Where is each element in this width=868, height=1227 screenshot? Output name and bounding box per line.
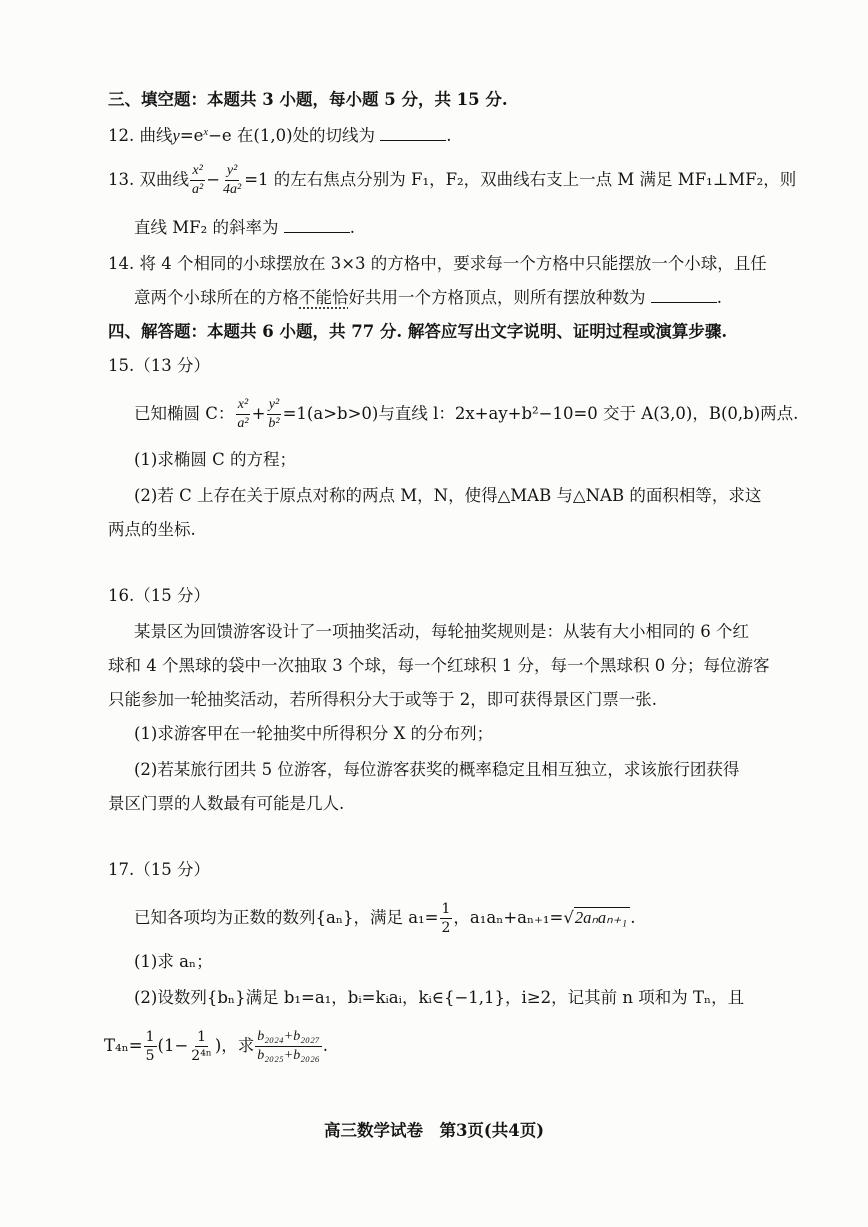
q12-exponent: x (203, 126, 209, 138)
q14-line2-post: 好共用一个方格顶点，则所有摆放种数为 (348, 288, 646, 307)
q16-part-1: (1)求游客甲在一轮抽奖中所得积分 X 的分布列； (134, 724, 494, 743)
q16-number: 16.（15 分） (108, 586, 210, 605)
q16-line-3: 只能参加一轮抽奖活动，若所得积分大于或等于 2，即可获得景区门票一张. (108, 690, 657, 709)
q17-fraction-half: $\frac{1}{2}$ (441, 901, 451, 936)
q17-stem-end: . (630, 908, 636, 927)
q17-fraction-fifth: $\frac{1}{5}$ (145, 1029, 155, 1064)
q12-answer-blank[interactable] (380, 126, 446, 141)
q15-stem-post: =1(a>b>0)与直线 l：2x+ay+b²−10=0 交于 A(3,0)，B(0,b)两点. (282, 404, 799, 423)
sqrt-symbol: √ (563, 908, 574, 927)
q15-part-2-line-2: 两点的坐标. (108, 520, 196, 539)
question-14-line-1 (108, 252, 767, 276)
q17-fraction-b-ratio: $\frac{\text{b₂₀₂₄+b₂₀₂₇}}{\text{b₂₀₂₅+b₂₀₂₆}}$ (257, 1029, 320, 1063)
q17-fraction-power: $\frac{1}{\text{2⁴ⁿ}}$ (191, 1029, 212, 1064)
q14-end: . (716, 288, 722, 307)
q13-minus: − (206, 170, 221, 189)
question-14-line-2 (134, 286, 722, 310)
q14-line2-pre: 意两个小球所在的方格 (134, 288, 299, 307)
q13-rest: =1 的左右焦点分别为 F₁，F₂，双曲线右支上一点 M 满足 MF₁⊥MF₂，则 (244, 170, 797, 189)
q13-number: 13. (108, 170, 135, 189)
q17-sqrt-body: 2aₙaₙ₊₁ (574, 907, 630, 928)
q15-stem-pre: 已知椭圆 C： (134, 404, 235, 423)
q15-number: 15.（13 分） (108, 356, 210, 375)
q17-stem (134, 902, 635, 935)
q13-fraction-x: $\frac{\text{x²}}{\text{a²}}$ (192, 163, 204, 197)
q13-fraction-y: $\frac{\text{y²}}{\text{4a²}}$ (223, 163, 242, 197)
q17-paren-open: (1− (157, 1036, 189, 1055)
q14-emphasis: 不能恰 (299, 288, 349, 307)
q16-line-2: 球和 4 个黑球的袋中一次抽取 3 个球，每一个红球积 1 分，每一个黑球积 0 分；每位游客 (108, 656, 770, 675)
q16-line-1: 某景区为回馈游客设计了一项抽奖活动，每轮抽奖规则是：从装有大小相同的 6 个红 (134, 622, 749, 641)
q14-number: 14. (108, 254, 135, 273)
q13-prefix: 双曲线 (139, 170, 189, 189)
section-4-heading: 四、解答题：本题共 6 小题，共 77 分. 解答应写出文字说明、证明过程或演算步骤. (108, 322, 728, 341)
q13-answer-blank[interactable] (284, 218, 350, 233)
q15-part-2-line-1: (2)若 C 上存在关于原点对称的两点 M，N，使得△MAB 与△NAB 的面积相等，求这 (134, 486, 762, 505)
q13-line2: 直线 MF₂ 的斜率为 (134, 218, 279, 237)
q12-y: y (172, 126, 180, 145)
q15-fraction-x: $\frac{\text{x²}}{\text{a²}}$ (237, 397, 249, 431)
q16-part-2-line-1: (2)若某旅行团共 5 位游客，每位游客获奖的概率稳定且相互独立，求该旅行团获得 (134, 760, 740, 779)
q17-part-2-condition (104, 1030, 328, 1063)
q17-t4n: T₄ₙ= (104, 1036, 143, 1055)
q12-prefix: 曲线 (139, 126, 173, 145)
q12-end: . (446, 126, 452, 145)
q17-part-1: (1)求 aₙ； (134, 952, 213, 971)
q14-answer-blank[interactable] (651, 288, 717, 303)
question-12 (108, 124, 452, 148)
q15-fraction-y: $\frac{\text{y²}}{\text{b²}}$ (268, 397, 280, 431)
q17-number: 17.（15 分） (108, 860, 210, 879)
q17-ask: )，求 (214, 1036, 255, 1055)
section-3-heading: 三、填空题：本题共 3 小题，每小题 5 分，共 15 分. (108, 90, 508, 109)
q12-tail: −e 在(1,0)处的切线为 (208, 126, 376, 145)
q17-stem-pre: 已知各项均为正数的数列{aₙ}，满足 a₁= (134, 908, 439, 927)
question-13-line-1 (108, 164, 796, 197)
question-13-line-2 (134, 216, 355, 240)
q14-line1: 将 4 个相同的小球摆放在 3×3 的方格中，要求每一个方格中只能摆放一个小球，且任 (139, 254, 767, 273)
q16-part-2-line-2: 景区门票的人数最有可能是几人. (108, 794, 345, 813)
q12-eq: =e (179, 126, 204, 145)
q12-number: 12. (108, 126, 135, 145)
q13-end: . (349, 218, 355, 237)
q17-end: . (322, 1036, 328, 1055)
q15-part-1: (1)求椭圆 C 的方程； (134, 450, 296, 469)
q15-stem (134, 398, 798, 431)
q15-plus: + (251, 404, 266, 423)
page-footer: 高三数学试卷 第3页(共4页) (323, 1121, 545, 1140)
q17-stem-mid: ，a₁aₙ+aₙ₊₁= (453, 908, 564, 927)
q17-part-2: (2)设数列{bₙ}满足 b₁=a₁，bᵢ=kᵢaᵢ，kᵢ∈{−1,1}，i≥2，记其前 n 项和为 Tₙ，且 (134, 988, 745, 1007)
